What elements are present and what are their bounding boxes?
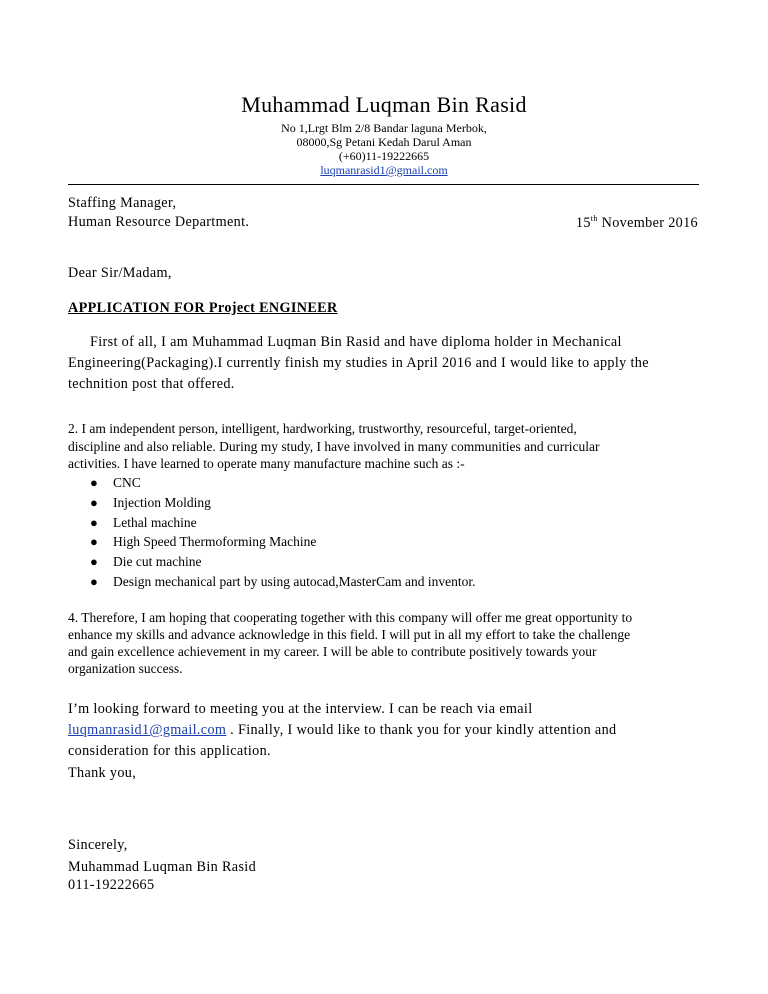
paragraph4-line3: and gain excellence achievement in my career. I will be able to contribute positively towards your — [68, 644, 597, 659]
thank-you: Thank you, — [68, 765, 137, 781]
paragraph1-line3: technition post that offered. — [68, 376, 235, 392]
list-item: ● CNC — [68, 473, 476, 493]
list-item: ● High Speed Thermoforming Machine — [68, 532, 476, 552]
bullet-icon: ● — [90, 554, 98, 570]
paragraph2-line3: activities. I have learned to operate many manufacture machine such as :- — [68, 456, 465, 471]
letter-date — [576, 214, 698, 232]
closing-line3: consideration for this application. — [68, 743, 271, 759]
list-item: ● Die cut machine — [68, 552, 476, 572]
signature-name: Muhammad Luqman Bin Rasid — [68, 859, 257, 875]
bullet-icon: ● — [90, 514, 98, 530]
list-item: ● Design mechanical part by using autocad,MasterCam and inventor. — [68, 572, 476, 592]
date-suffix: th — [590, 214, 598, 223]
machine-list — [68, 473, 476, 592]
date-day: 15 — [575, 215, 591, 231]
closing-line1: I’m looking forward to meeting you at the interview. I can be reach via email — [68, 701, 533, 717]
sender-address-line2: 08000,Sg Petani Kedah Darul Aman — [296, 135, 472, 149]
paragraph1-line1: First of all, I am Muhammad Luqman Bin Rasid and have diploma holder in Mechanical — [90, 334, 622, 350]
closing-email-link[interactable]: luqmanrasid1@gmail.com — [68, 722, 227, 738]
bullet-icon: ● — [90, 475, 98, 490]
signature-phone: 011-19222665 — [68, 877, 155, 893]
sender-email-line — [0, 163, 768, 178]
sender-address-line1: No 1,Lrgt Blm 2/8 Bandar laguna Merbok, — [281, 121, 487, 135]
header-divider — [68, 184, 699, 185]
closing-line2 — [68, 722, 616, 739]
list-item: ● Injection Molding — [68, 493, 476, 513]
closing-line2-rest: . Finally, I would like to thank you for your kindly attention and — [226, 722, 617, 738]
signoff: Sincerely, — [68, 837, 128, 853]
paragraph4-line4: organization success. — [68, 661, 183, 676]
bullet-icon: ● — [90, 494, 98, 510]
paragraph1-line2: Engineering(Packaging).I currently finish my studies in April 2016 and I would like to apply the — [68, 355, 649, 371]
paragraph4-line1: 4. Therefore, I am hoping that cooperating together with this company will offer me great opportunity to — [68, 610, 633, 625]
paragraph2-line1: 2. I am independent person, intelligent, hardworking, trustworthy, resourceful, target-oriented, — [68, 421, 577, 436]
bullet-icon: ● — [90, 534, 98, 550]
recipient-line2: Human Resource Department. — [68, 214, 250, 230]
sender-phone: (+60)11-19222665 — [338, 149, 430, 163]
date-rest: November 2016 — [601, 215, 698, 231]
paragraph2-line2: discipline and also reliable. During my study, I have involved in many communities and curricular — [68, 439, 600, 454]
list-item: ● Lethal machine — [68, 513, 476, 533]
subject-line: APPLICATION FOR Project ENGINEER — [68, 300, 338, 316]
paragraph4-line2: enhance my skills and advance acknowledge in this field. I will put in all my effort to take the challenge — [68, 627, 631, 642]
bullet-icon: ● — [90, 573, 98, 589]
recipient-line1: Staffing Manager, — [68, 195, 177, 211]
sender-email-link[interactable]: luqmanrasid1@gmail.com — [320, 163, 448, 177]
salutation: Dear Sir/Madam, — [68, 265, 172, 281]
sender-name: Muhammad Luqman Bin Rasid — [241, 92, 527, 117]
